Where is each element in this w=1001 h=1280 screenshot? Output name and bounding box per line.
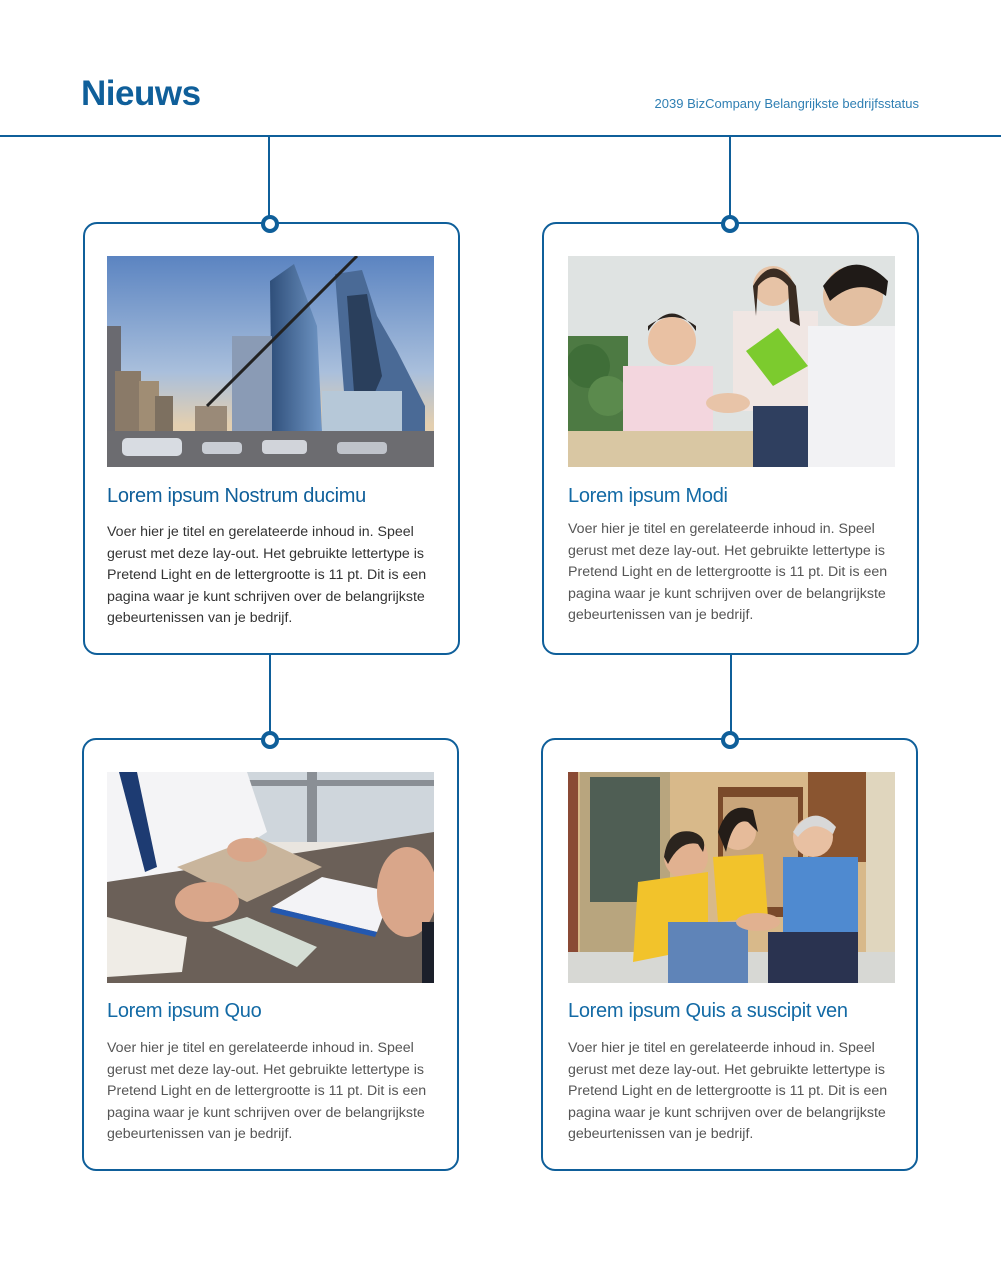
news-card-1 xyxy=(83,222,460,655)
card-title: Lorem ipsum Modi xyxy=(568,485,728,507)
city-skyscrapers-photo xyxy=(107,256,434,467)
contract-signing-photo xyxy=(107,772,434,983)
timeline-node-icon xyxy=(721,731,739,749)
news-card-4 xyxy=(541,738,918,1171)
volunteers-elderly-photo xyxy=(568,772,895,983)
news-card-2 xyxy=(542,222,919,655)
page-subtitle: 2039 BizCompany Belangrijkste bedrijfsstatus xyxy=(654,96,919,111)
office-handshake-photo xyxy=(568,256,895,467)
card-title: Lorem ipsum Quis a suscipit ven xyxy=(568,1000,848,1022)
card-body: Voer hier je titel en gerelateerde inhoud in. Speel gerust met deze lay-out. Het gebruikte lettertype is Pretend Light en de lettergrootte is 11 pt. Dit is een pagina waar je kunt schrijven over de belangrijkste gebeurtenissen van je bedrijf. xyxy=(568,521,888,624)
timeline-node-icon xyxy=(721,215,739,233)
card-title: Lorem ipsum Quo xyxy=(107,1000,262,1022)
timeline-node-icon xyxy=(261,215,279,233)
header-divider xyxy=(0,135,1001,137)
connector-line xyxy=(729,137,731,223)
connector-line xyxy=(269,654,271,740)
card-body: Voer hier je titel en gerelateerde inhoud in. Speel gerust met deze lay-out. Het gebruikte lettertype is Pretend Light en de lettergrootte is 11 pt. Dit is een pagina waar je kunt schrijven over de belangrijkste gebeurtenissen van je bedrijf. xyxy=(107,524,427,627)
timeline-node-icon xyxy=(261,731,279,749)
connector-line xyxy=(730,654,732,740)
card-body: Voer hier je titel en gerelateerde inhoud in. Speel gerust met deze lay-out. Het gebruikte lettertype is Pretend Light en de lettergrootte is 11 pt. Dit is een pagina waar je kunt schrijven over de belangrijkste gebeurtenissen van je bedrijf. xyxy=(107,1040,427,1143)
card-title: Lorem ipsum Nostrum ducimu xyxy=(107,485,366,507)
card-body: Voer hier je titel en gerelateerde inhoud in. Speel gerust met deze lay-out. Het gebruikte lettertype is Pretend Light en de lettergrootte is 11 pt. Dit is een pagina waar je kunt schrijven over de belangrijkste gebeurtenissen van je bedrijf. xyxy=(568,1040,888,1143)
connector-line xyxy=(268,137,270,223)
news-card-3 xyxy=(82,738,459,1171)
page-title: Nieuws xyxy=(81,74,201,113)
